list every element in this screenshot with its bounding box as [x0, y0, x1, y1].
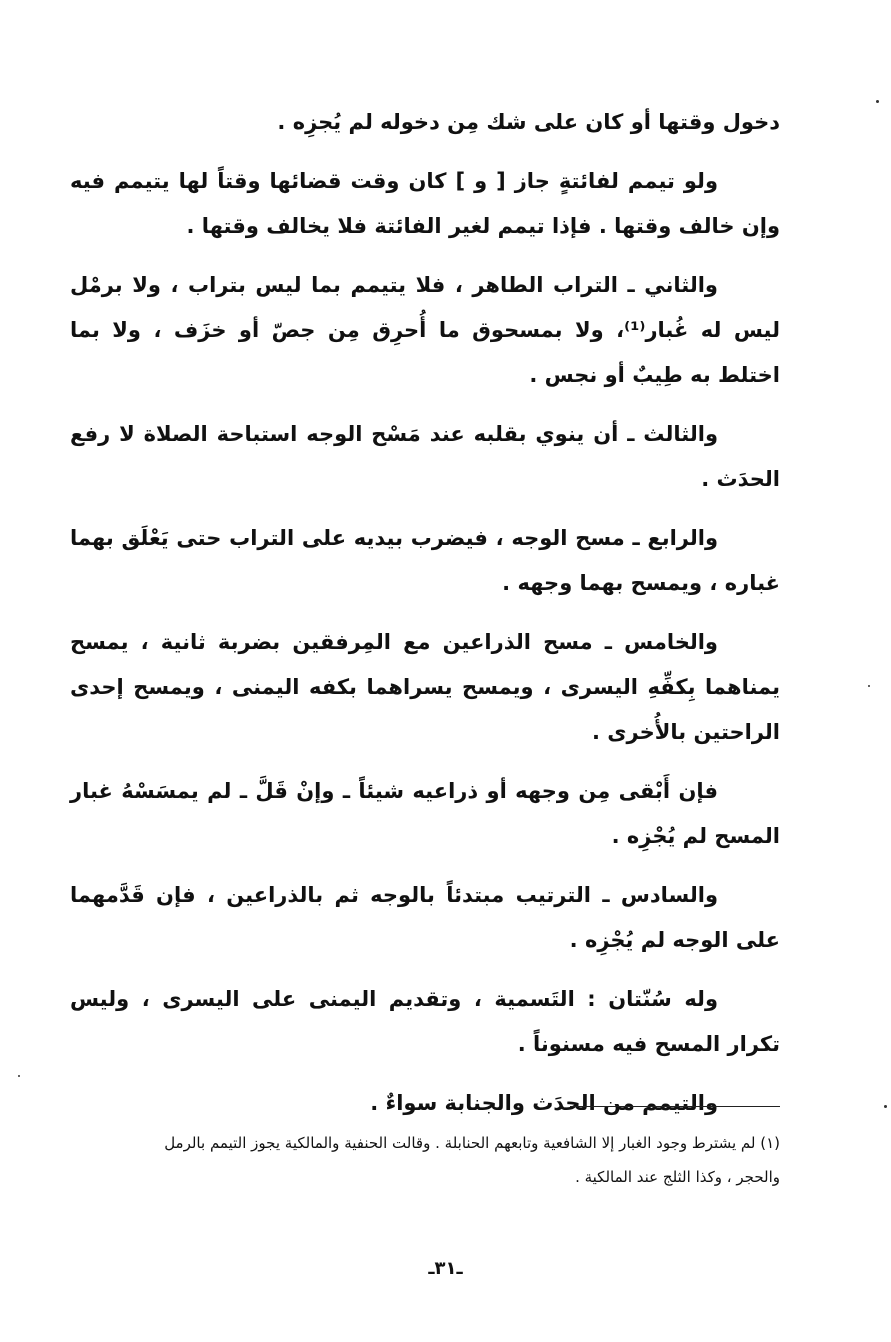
paragraph-3: والثاني ـ التراب الطاهر ، فلا يتيمم بما ليس بتراب ، ولا برمْل ليس له غُبار⁽¹⁾، ولا بمسحوق ما أُحرِق مِن جصّ أو خزَف ، ولا بما اختلط به طِيبٌ أو نجس . — [70, 273, 780, 387]
paragraph-2: ولو تيمم لفائتةٍ جاز [ و ] كان وقت قضائها وقتاً لها يتيمم فيه وإن خالف وقتها . فإذا تيمم لغير الفائتة فلا يخالف وقتها . — [70, 169, 780, 238]
paragraph-9: وله سُنّتان : التَسمية ، وتقديم اليمنى على اليسرى ، وليس تكرار المسح فيه مسنوناً . — [70, 987, 780, 1056]
scan-speck — [876, 100, 879, 103]
footnote-line-1: (١) لم يشترط وجود الغبار إلا الشافعية وتابعهم الحنابلة . وقالت الحنفية والمالكية يجوز التيمم بالرمل — [164, 1134, 780, 1152]
paragraph-4: والثالث ـ أن ينوي بقلبه عند مَسْح الوجه استباحة الصلاة لا رفع الحدَث . — [70, 422, 780, 491]
paragraph-8: والسادس ـ الترتيب مبتدئاً بالوجه ثم بالذراعين ، فإن قَدَّمهما على الوجه لم يُجْزِه . — [70, 883, 780, 952]
paragraph-1: دخول وقتها أو كان على شك مِن دخوله لم يُجزِه . — [277, 110, 780, 134]
paragraph-6: والخامس ـ مسح الذراعين مع المِرفقين بضربة ثانية ، يمسح يمناهما بِكفِّهِ اليسرى ، ويمسح يسراهما بكفه اليمنى ، ويمسح إحدى الراحتين بالأُخرى . — [70, 630, 780, 744]
paragraph-10: والتيمم من الحدَث والجنابة سواءٌ . — [370, 1091, 718, 1115]
scan-speck — [884, 1105, 887, 1108]
main-text — [70, 100, 780, 1140]
footnote-divider — [570, 1106, 780, 1107]
page-number: ـ٣١ـ — [428, 1258, 463, 1279]
scan-speck — [18, 1075, 20, 1077]
footnote — [70, 1126, 780, 1194]
footnote-line-2: والحجر ، وكذا الثلج عند المالكية . — [575, 1168, 780, 1186]
paragraph-7: فإن أَبْقى مِن وجهه أو ذراعيه شيئاً ـ وإنْ قَلَّ ـ لم يمسَسْهُ غبار المسح لم يُجْزِه . — [70, 779, 780, 848]
paragraph-5: والرابع ـ مسح الوجه ، فيضرب بيديه على التراب حتى يَعْلَق بهما غباره ، ويمسح بهما وجهه . — [70, 526, 780, 595]
scan-speck — [868, 685, 870, 687]
